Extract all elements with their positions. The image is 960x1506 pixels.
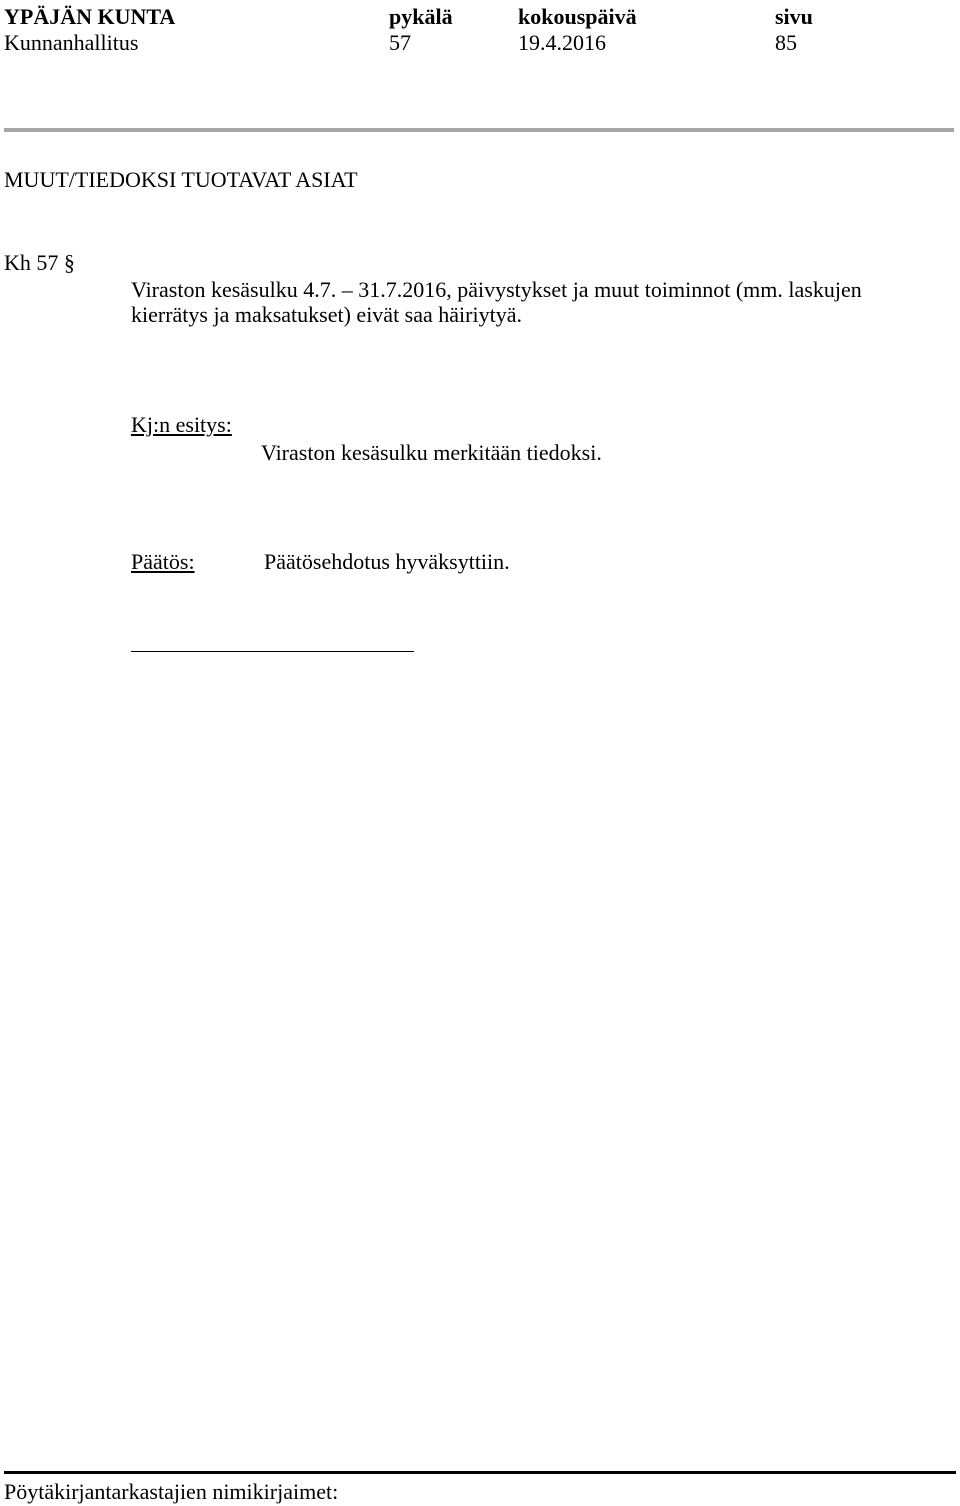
footer-rule: [4, 1471, 956, 1474]
header-divider: [4, 128, 954, 132]
proposal-text: Viraston kesäsulku merkitään tiedoksi.: [261, 440, 602, 465]
page-number-value: 85: [775, 30, 797, 55]
decision-text: Päätösehdotus hyväksyttiin.: [264, 549, 510, 574]
meeting-date-column-label: kokouspäivä: [518, 4, 637, 29]
pykala-value: 57: [389, 30, 411, 55]
pykala-column-label: pykälä: [389, 4, 453, 29]
section-title: MUUT/TIEDOKSI TUOTAVAT ASIAT: [4, 167, 358, 192]
decision-label: Päätös:: [131, 549, 195, 574]
meeting-date-value: 19.4.2016: [518, 30, 606, 55]
organization-name: YPÄJÄN KUNTA: [4, 4, 176, 29]
item-body-text: Viraston kesäsulku 4.7. – 31.7.2016, päivystykset ja muut toiminnot (mm. laskujen kierrätys ja maksatukset) eivät saa häiriytyä.: [131, 277, 862, 327]
proposal-label: Kj:n esitys:: [131, 412, 232, 437]
footer-initials-label: Pöytäkirjantarkastajien nimikirjaimet:: [4, 1479, 339, 1504]
governing-body-name: Kunnanhallitus: [4, 30, 139, 55]
page-column-label: sivu: [775, 4, 813, 29]
item-end-rule: [131, 651, 414, 652]
item-reference: Kh 57 §: [4, 250, 75, 275]
